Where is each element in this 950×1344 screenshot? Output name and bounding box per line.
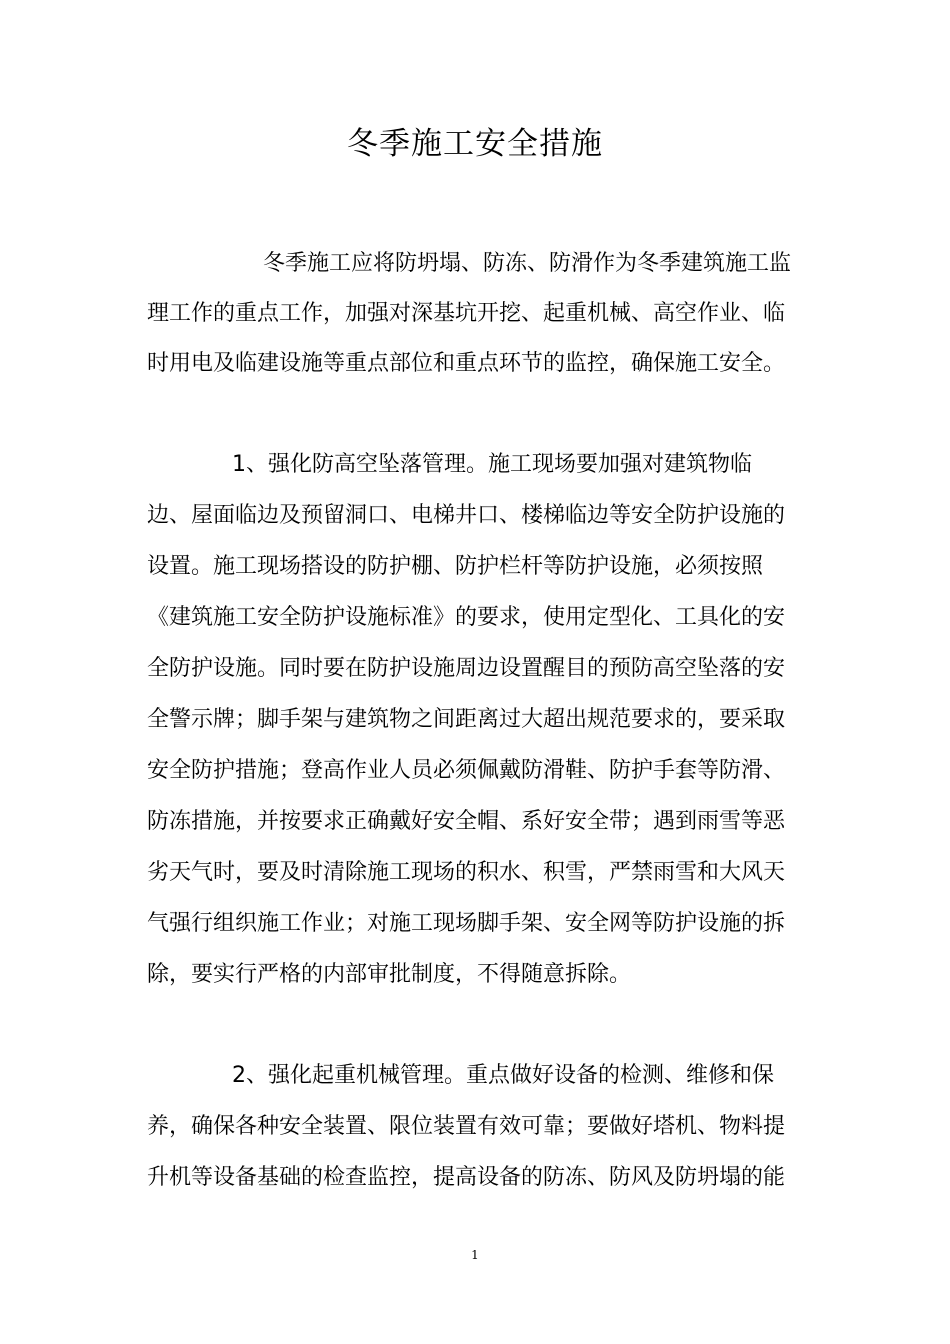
section-1-line: 劣天气时，要及时清除施工现场的积水、积雪，严禁雨雪和大风天 <box>147 860 786 885</box>
intro-line: 冬季施工应将防坍塌、防冻、防滑作为冬季建筑施工监 <box>263 251 792 276</box>
section-1-line: 设置。施工现场搭设的防护棚、防护栏杆等防护设施，必须按照 <box>147 554 764 579</box>
section-1-line: 除，要实行严格的内部审批制度，不得随意拆除。 <box>147 962 632 987</box>
page-number: 1 <box>471 1248 479 1262</box>
intro-line: 理工作的重点工作，加强对深基坑开挖、起重机械、高空作业、临 <box>147 301 786 326</box>
section-1-line: 全防护设施。同时要在防护设施周边设置醒目的预防高空坠落的安 <box>147 656 786 681</box>
section-1-line: 全警示牌；脚手架与建筑物之间距离过大超出规范要求的，要采取 <box>147 707 786 732</box>
section-2-line: 养，确保各种安全装置、限位装置有效可靠；要做好塔机、物料提 <box>147 1114 786 1139</box>
section-2-line: 2、强化起重机械管理。重点做好设备的检测、维修和保 <box>232 1063 774 1088</box>
section-1-line: 安全防护措施；登高作业人员必须佩戴防滑鞋、防护手套等防滑、 <box>147 758 786 783</box>
document-title: 冬季施工安全措施 <box>347 126 603 162</box>
intro-line: 时用电及临建设施等重点部位和重点环节的监控，确保施工安全。 <box>147 351 786 376</box>
section-1-line: 防冻措施，并按要求正确戴好安全帽、系好安全带；遇到雨雪等恶 <box>147 809 786 834</box>
section-1-line: 《建筑施工安全防护设施标准》的要求，使用定型化、工具化的安 <box>147 605 786 630</box>
section-1-line: 1、强化防高空坠落管理。施工现场要加强对建筑物临 <box>232 452 752 477</box>
section-2-line: 升机等设备基础的检查监控，提高设备的防冻、防风及防坍塌的能 <box>147 1165 786 1190</box>
section-1-line: 气强行组织施工作业；对施工现场脚手架、安全网等防护设施的拆 <box>147 911 786 936</box>
section-1-line: 边、屋面临边及预留洞口、电梯井口、楼梯临边等安全防护设施的 <box>147 503 786 528</box>
